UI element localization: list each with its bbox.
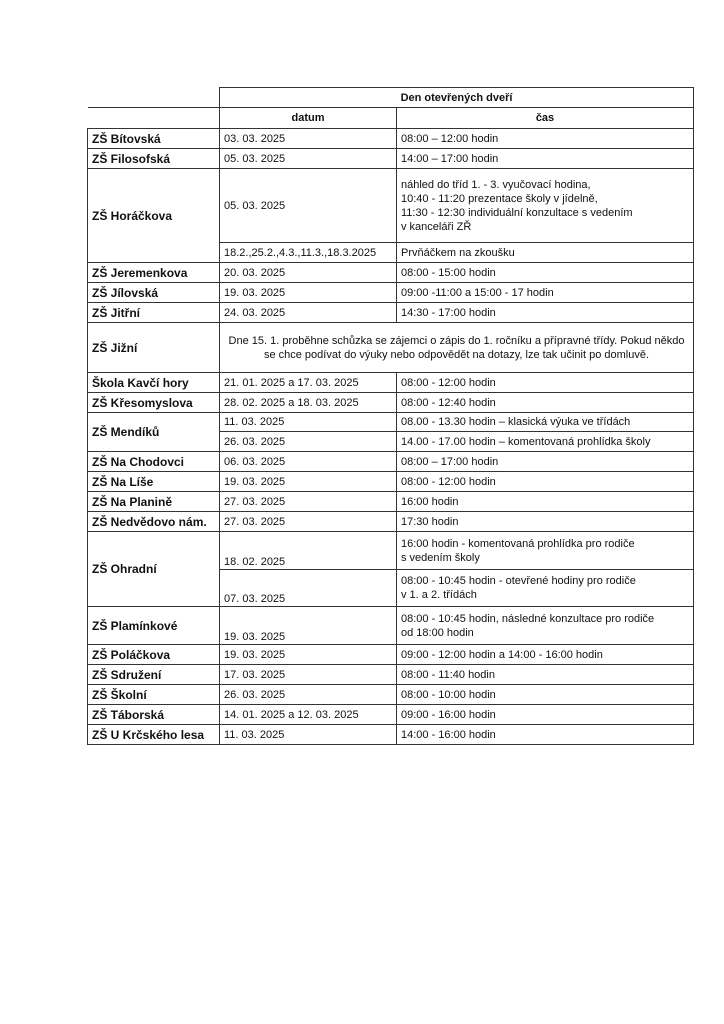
school-name: ZŠ Na Planině bbox=[88, 492, 220, 512]
table-row bbox=[88, 393, 694, 413]
school-name: ZŠ Mendíků bbox=[88, 413, 220, 452]
date-cell: 24. 03. 2025 bbox=[220, 303, 397, 323]
time-cell: 08:00 – 17:00 hodin bbox=[397, 452, 694, 472]
school-name: ZŠ Jižní bbox=[88, 323, 220, 373]
school-name: ZŠ Táborská bbox=[88, 705, 220, 725]
table-row bbox=[88, 373, 694, 393]
time-cell: náhled do tříd 1. - 3. vyučovací hodina, 10:40 - 11:20 prezentace školy v jídelně, 11:30 - 12:30 individuální konzultace s vedením v kanceláři ZŘ bbox=[397, 169, 694, 243]
date-cell: 27. 03. 2025 bbox=[220, 512, 397, 532]
date-cell: 21. 01. 2025 a 17. 03. 2025 bbox=[220, 373, 397, 393]
time-cell: Prvňáčkem na zkoušku bbox=[397, 243, 694, 263]
time-cell: 14:30 - 17:00 hodin bbox=[397, 303, 694, 323]
table-body bbox=[88, 129, 694, 745]
table-row bbox=[88, 607, 694, 645]
time-cell: 16:00 hodin - komentovaná prohlídka pro rodiče s vedením školy bbox=[397, 532, 694, 570]
table-row bbox=[88, 129, 694, 149]
school-name: ZŠ Plamínkové bbox=[88, 607, 220, 645]
table-row bbox=[88, 283, 694, 303]
school-name: ZŠ Filosofská bbox=[88, 149, 220, 169]
date-cell: 11. 03. 2025 bbox=[220, 725, 397, 745]
date-cell: 19. 03. 2025 bbox=[220, 645, 397, 665]
time-cell: 08:00 - 11:40 hodin bbox=[397, 665, 694, 685]
date-cell: 19. 03. 2025 bbox=[220, 283, 397, 303]
time-cell: 14.00 - 17.00 hodin – komentovaná prohlídka školy bbox=[397, 432, 694, 452]
table-row bbox=[88, 323, 694, 373]
date-cell: 26. 03. 2025 bbox=[220, 685, 397, 705]
table-row bbox=[88, 685, 694, 705]
table-row bbox=[88, 645, 694, 665]
date-cell: 19. 03. 2025 bbox=[220, 472, 397, 492]
date-cell: 11. 03. 2025 bbox=[220, 413, 397, 432]
time-cell: 09:00 - 16:00 hodin bbox=[397, 705, 694, 725]
time-cell: 08:00 - 15:00 hodin bbox=[397, 263, 694, 283]
date-cell: 18.2.,25.2.,4.3.,11.3.,18.3.2025 bbox=[220, 243, 397, 263]
note-cell: Dne 15. 1. proběhne schůzka se zájemci o zápis do 1. ročníku a přípravné třídy. Pokud někdo se chce podívat do výuky nebo odpovědět na dotazy, lze tak učinit po domluvě. bbox=[220, 323, 694, 373]
school-name: Škola Kavčí hory bbox=[88, 373, 220, 393]
school-name: ZŠ Na Líše bbox=[88, 472, 220, 492]
school-name: ZŠ Ohradní bbox=[88, 532, 220, 607]
time-cell: 14:00 - 16:00 hodin bbox=[397, 725, 694, 745]
date-cell: 07. 03. 2025 bbox=[220, 570, 397, 607]
school-name: ZŠ Školní bbox=[88, 685, 220, 705]
time-cell: 08.00 - 13.30 hodin – klasická výuka ve třídách bbox=[397, 413, 694, 432]
time-cell: 08:00 - 10:45 hodin, následné konzultace pro rodiče od 18:00 hodin bbox=[397, 607, 694, 645]
date-cell: 17. 03. 2025 bbox=[220, 665, 397, 685]
table-row bbox=[88, 725, 694, 745]
corner-blank bbox=[88, 88, 220, 108]
header-group: Den otevřených dveří bbox=[220, 88, 694, 108]
date-cell: 18. 02. 2025 bbox=[220, 532, 397, 570]
time-cell: 16:00 hodin bbox=[397, 492, 694, 512]
school-name: ZŠ Sdružení bbox=[88, 665, 220, 685]
table-row bbox=[88, 413, 694, 432]
time-cell: 17:30 hodin bbox=[397, 512, 694, 532]
table-row bbox=[88, 303, 694, 323]
time-cell: 08:00 - 12:00 hodin bbox=[397, 472, 694, 492]
date-cell: 20. 03. 2025 bbox=[220, 263, 397, 283]
school-name: ZŠ Jitřní bbox=[88, 303, 220, 323]
date-cell: 19. 03. 2025 bbox=[220, 607, 397, 645]
table-row bbox=[88, 263, 694, 283]
table-row bbox=[88, 512, 694, 532]
date-cell: 03. 03. 2025 bbox=[220, 129, 397, 149]
date-cell: 28. 02. 2025 a 18. 03. 2025 bbox=[220, 393, 397, 413]
time-cell: 14:00 – 17:00 hodin bbox=[397, 149, 694, 169]
time-cell: 09:00 -11:00 a 15:00 - 17 hodin bbox=[397, 283, 694, 303]
corner-blank bbox=[88, 108, 220, 129]
date-cell: 05. 03. 2025 bbox=[220, 149, 397, 169]
time-cell: 08:00 - 12:40 hodin bbox=[397, 393, 694, 413]
school-name: ZŠ Poláčkova bbox=[88, 645, 220, 665]
time-cell: 08:00 - 10:00 hodin bbox=[397, 685, 694, 705]
date-cell: 05. 03. 2025 bbox=[220, 169, 397, 243]
table-row bbox=[88, 532, 694, 570]
time-cell: 09:00 - 12:00 hodin a 14:00 - 16:00 hodin bbox=[397, 645, 694, 665]
date-cell: 26. 03. 2025 bbox=[220, 432, 397, 452]
table-row bbox=[88, 169, 694, 243]
school-name: ZŠ Horáčkova bbox=[88, 169, 220, 263]
open-days-table bbox=[87, 87, 694, 745]
school-name: ZŠ Bítovská bbox=[88, 129, 220, 149]
table-row bbox=[88, 472, 694, 492]
time-cell: 08:00 – 12:00 hodin bbox=[397, 129, 694, 149]
school-name: ZŠ U Krčského lesa bbox=[88, 725, 220, 745]
school-name: ZŠ Nedvědovo nám. bbox=[88, 512, 220, 532]
table-row bbox=[88, 665, 694, 685]
date-cell: 06. 03. 2025 bbox=[220, 452, 397, 472]
header-date: datum bbox=[220, 108, 397, 129]
table-row bbox=[88, 492, 694, 512]
school-name: ZŠ Křesomyslova bbox=[88, 393, 220, 413]
table-row bbox=[88, 452, 694, 472]
date-cell: 14. 01. 2025 a 12. 03. 2025 bbox=[220, 705, 397, 725]
time-cell: 08:00 - 12:00 hodin bbox=[397, 373, 694, 393]
header-time: čas bbox=[397, 108, 694, 129]
school-name: ZŠ Na Chodovci bbox=[88, 452, 220, 472]
school-name: ZŠ Jeremenkova bbox=[88, 263, 220, 283]
date-cell: 27. 03. 2025 bbox=[220, 492, 397, 512]
table-row bbox=[88, 705, 694, 725]
time-cell: 08:00 - 10:45 hodin - otevřené hodiny pro rodiče v 1. a 2. třídách bbox=[397, 570, 694, 607]
school-name: ZŠ Jílovská bbox=[88, 283, 220, 303]
table-row bbox=[88, 149, 694, 169]
